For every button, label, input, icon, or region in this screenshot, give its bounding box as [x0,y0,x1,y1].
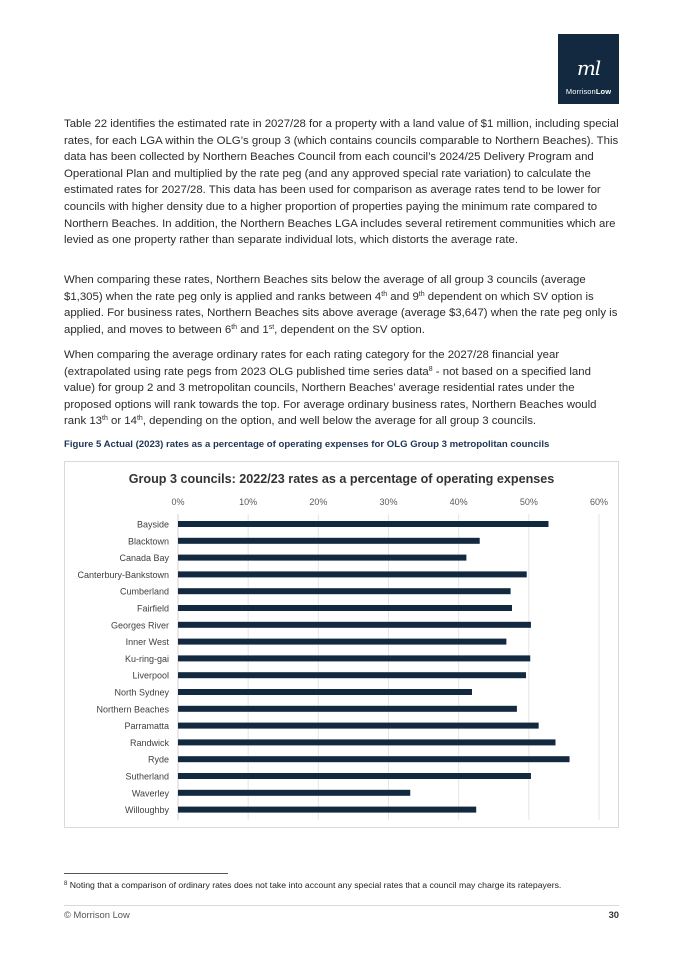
category-label: Liverpool [132,670,169,681]
bar-waverley [178,790,410,796]
x-tick-label: 50% [519,497,538,507]
category-label: Cumberland [119,586,169,597]
bar-ku-ring-gai [178,655,530,661]
paragraph-rate-comparison: When comparing these rates, Northern Beaches sits below the average of all group 3 councils (average $1,305) when the rate peg only is applied and ranks between 4th and 9th dependent on which SV option is applied. For business rates, Northern Beaches sits above average (average $3,647) when the rate peg only is applied, and moves to between 6th and 1st, dependent on the SV option. [64,274,618,336]
x-tick-label: 60% [589,497,609,507]
x-tick-label: 10% [239,497,258,507]
bar-parramatta [178,723,539,729]
footnote: $^8$ Noting that a comparison of ordinary rates does not take into account any special rates that a council may charge its ratepayers. [64,880,562,890]
bar-canada-bay [178,555,466,561]
category-label: Randwick [129,737,169,748]
category-label: Waverley [131,788,169,799]
category-label: Ku-ring-gai [124,653,169,664]
category-label: Sutherland [125,771,169,782]
morrison-low-logo [558,34,619,104]
category-label: Parramatta [124,721,169,732]
category-label: Canterbury-Bankstown [77,569,169,580]
bar-chart [65,462,620,829]
category-label: Blacktown [127,536,169,547]
category-label: Northern Beaches [96,704,169,715]
bar-inner-west [178,639,506,645]
chart-title: Group 3 councils: 2022/23 rates as a percentage of operating expenses [128,472,555,486]
bar-northern-beaches [178,706,517,712]
category-label: Bayside [136,519,169,530]
bar-sutherland [178,773,531,779]
footer-divider [64,905,619,906]
category-label: North Sydney [114,687,169,698]
x-tick-label: 0% [171,497,185,507]
bar-fairfield [178,605,512,611]
paragraph-table-22-intro: Table 22 identifies the estimated rate in 2027/28 for a property with a land value of $1 million, including special rates, for each LGA within the OLG’s group 3 (which contains councils comparable to Northern Beaches). This data has been collected by Northern Beaches Council from each council’s 2024/25 Delivery Program and Operational Plan and multiplied by the rate peg (and any approved special rate variation) to calculate the estimated rates for 2027/28. This data has been used for comparison as average rates tend to be lower for councils with higher density due to a higher proportion of properties paying the minimum rate compared to Northern Beaches. In addition, the Northern Beaches LGA includes several retirement communities which are levied as one property rather than separate individual lots, which distorts the average rate. [64,118,619,247]
bar-north-sydney [178,689,472,695]
bar-randwick [178,739,555,745]
bar-liverpool [178,672,526,678]
chart-container [64,461,619,828]
page-number: 30 [608,909,619,920]
category-label: Willoughby [124,805,169,816]
bar-cumberland [178,588,511,594]
category-label: Inner West [125,637,169,648]
bar-georges-river [178,622,531,628]
x-tick-label: 40% [449,497,468,507]
bar-willoughby [178,807,476,813]
category-label: Ryde [147,754,169,765]
x-tick-label: 20% [309,497,328,507]
category-label: Georges River [110,620,169,631]
bar-blacktown [178,538,480,544]
bar-canterbury-bankstown [178,571,527,577]
category-label: Fairfield [136,603,169,614]
paragraph-average-ordinary-rates: When comparing the average ordinary rates for each rating category for the 2027/28 financial year (extrapolated using rate pegs from 2023 OLG published time series data$^8$ - not based on a specified land value) for group 2 and 3 metropolitan councils, Northern Beaches’ average residential rates under the proposed options will rank towards the top. For average ordinary business rates, Northern Beaches would rank 13th or 14th, depending on the option, and well below the average for all group 3 councils. [64,349,597,428]
category-label: Canada Bay [119,553,169,564]
x-tick-label: 30% [379,497,398,507]
figure-caption: Figure 5 Actual (2023) rates as a percentage of operating expenses for OLG Group 3 metropolitan councils [64,439,550,450]
logo-wordmark: MorrisonLow [565,87,612,96]
footnote-rule [64,873,228,874]
footer-copyright: © Morrison Low [64,909,130,920]
bar-bayside [178,521,548,527]
logo-mark: ml [576,56,601,80]
bar-ryde [178,756,570,762]
